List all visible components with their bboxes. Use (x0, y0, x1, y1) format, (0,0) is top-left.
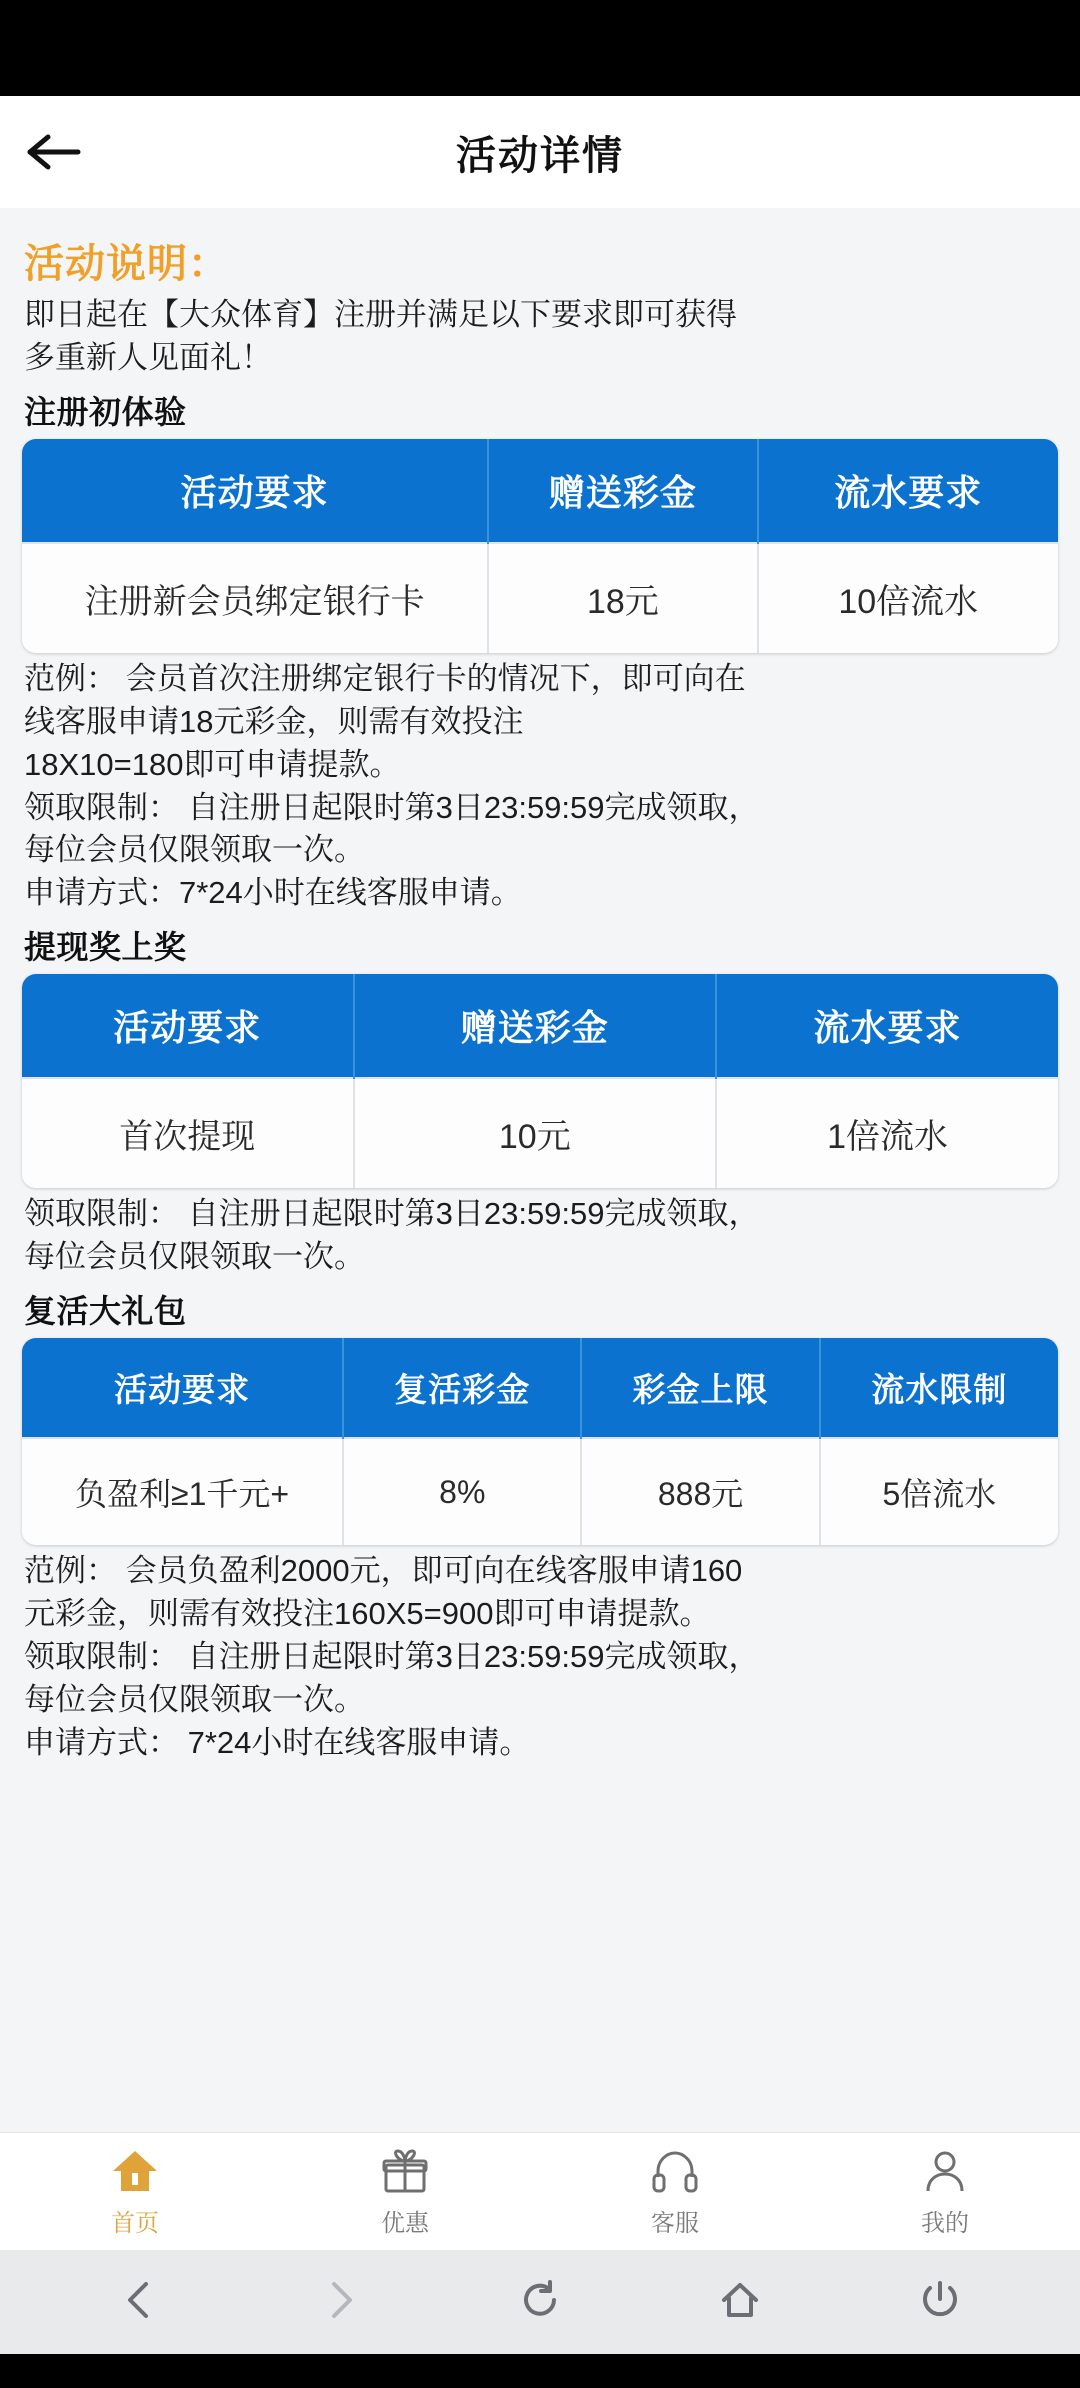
table-row (22, 1438, 1058, 1545)
table-header-cell: 活动要求 (22, 974, 354, 1078)
table-row (22, 543, 1058, 653)
block3-note: 范例： 会员负盈利2000元，即可向在线客服申请160 (24, 1553, 743, 1589)
tab-profile[interactable] (810, 2145, 1080, 2238)
block1-table (22, 439, 1058, 653)
activity-detail-content (0, 208, 1080, 2132)
tab-label: 我的 (921, 2210, 969, 2237)
table-header-cell: 彩金上限 (581, 1338, 819, 1438)
table-header-cell: 复活彩金 (343, 1338, 581, 1438)
bottom-inset (0, 2354, 1080, 2388)
headset-icon (650, 2145, 700, 2197)
tab-label: 客服 (651, 2210, 699, 2237)
block2-table-wrap (22, 974, 1058, 1188)
system-nav-bar (0, 2250, 1080, 2354)
block1-note: 每位会员仅限领取一次。 (24, 832, 365, 868)
power-icon (918, 2278, 962, 2327)
table-cell: 5倍流水 (820, 1438, 1058, 1545)
table-cell: 1倍流水 (716, 1078, 1058, 1188)
block2-note: 每位会员仅限领取一次。 (24, 1239, 365, 1275)
home-outline-icon (718, 2278, 762, 2327)
table-cell: 注册新会员绑定银行卡 (22, 543, 488, 653)
nav-back-button[interactable] (105, 2267, 175, 2337)
block2-table (22, 974, 1058, 1188)
table-header-cell: 流水要求 (716, 974, 1058, 1078)
block2-subtitle: 提现奖上奖 (24, 929, 187, 966)
intro-line-1: 即日起在【大众体育】注册并满足以下要求即可获得 (24, 297, 737, 332)
nav-forward-button[interactable] (305, 2267, 375, 2337)
block1-note: 18X10=180即可申请提款。 (24, 746, 401, 782)
table-header-cell: 流水要求 (758, 439, 1058, 543)
tab-support[interactable] (540, 2145, 810, 2238)
tab-label: 首页 (111, 2210, 159, 2237)
block3-table-wrap (22, 1338, 1058, 1545)
chevron-left-icon (118, 2278, 162, 2327)
table-cell: 888元 (581, 1438, 819, 1545)
user-icon (920, 2145, 970, 2197)
home-icon (110, 2145, 160, 2197)
table-row (22, 1078, 1058, 1188)
tab-promotions[interactable] (270, 2145, 540, 2238)
table-cell: 首次提现 (22, 1078, 354, 1188)
block3-subtitle: 复活大礼包 (24, 1293, 187, 1330)
block3-table (22, 1338, 1058, 1545)
nav-power-button[interactable] (905, 2267, 975, 2337)
table-header-cell: 活动要求 (22, 1338, 343, 1438)
block1-note: 范例： 会员首次注册绑定银行卡的情况下，即可向在 (24, 660, 746, 696)
page-title: 活动详情 (456, 133, 624, 178)
table-header-row (22, 439, 1058, 543)
block1-note: 线客服申请18元彩金，则需有效投注 (24, 703, 524, 739)
table-cell: 10元 (354, 1078, 717, 1188)
intro-line-2: 多重新人见面礼！ (24, 339, 272, 375)
nav-home-button[interactable] (705, 2267, 775, 2337)
table-header-cell: 赠送彩金 (354, 974, 717, 1078)
block3-note: 申请方式： 7*24小时在线客服申请。 (24, 1724, 531, 1760)
block3-note: 每位会员仅限领取一次。 (24, 1681, 365, 1717)
status-bar (0, 0, 1080, 96)
block1-note: 申请方式：7*24小时在线客服申请。 (24, 875, 522, 911)
tab-label: 优惠 (381, 2210, 429, 2237)
refresh-icon (518, 2278, 562, 2327)
tab-home[interactable] (0, 2145, 270, 2238)
app-header (0, 96, 1080, 208)
table-header-row (22, 974, 1058, 1078)
section-title: 活动说明： (24, 242, 229, 286)
block2-note: 领取限制： 自注册日起限时第3日23:59:59完成领取， (24, 1196, 760, 1232)
table-header-cell: 活动要求 (22, 439, 488, 543)
block1-subtitle: 注册初体验 (24, 393, 187, 430)
gift-icon (380, 2145, 430, 2197)
table-header-cell: 流水限制 (820, 1338, 1058, 1438)
bottom-tab-bar (0, 2132, 1080, 2250)
nav-refresh-button[interactable] (505, 2267, 575, 2337)
block1-table-wrap (22, 439, 1058, 653)
table-header-cell: 赠送彩金 (488, 439, 757, 543)
table-cell: 负盈利≥1千元+ (22, 1438, 343, 1545)
block3-note: 领取限制： 自注册日起限时第3日23:59:59完成领取， (24, 1638, 760, 1674)
block3-note: 元彩金，则需有效投注160X5=900即可申请提款。 (24, 1595, 711, 1631)
table-cell: 8% (343, 1438, 581, 1545)
table-header-row (22, 1338, 1058, 1438)
table-cell: 18元 (488, 543, 757, 653)
block1-note: 领取限制： 自注册日起限时第3日23:59:59完成领取， (24, 789, 760, 825)
chevron-right-icon (318, 2278, 362, 2327)
table-cell: 10倍流水 (758, 543, 1058, 653)
